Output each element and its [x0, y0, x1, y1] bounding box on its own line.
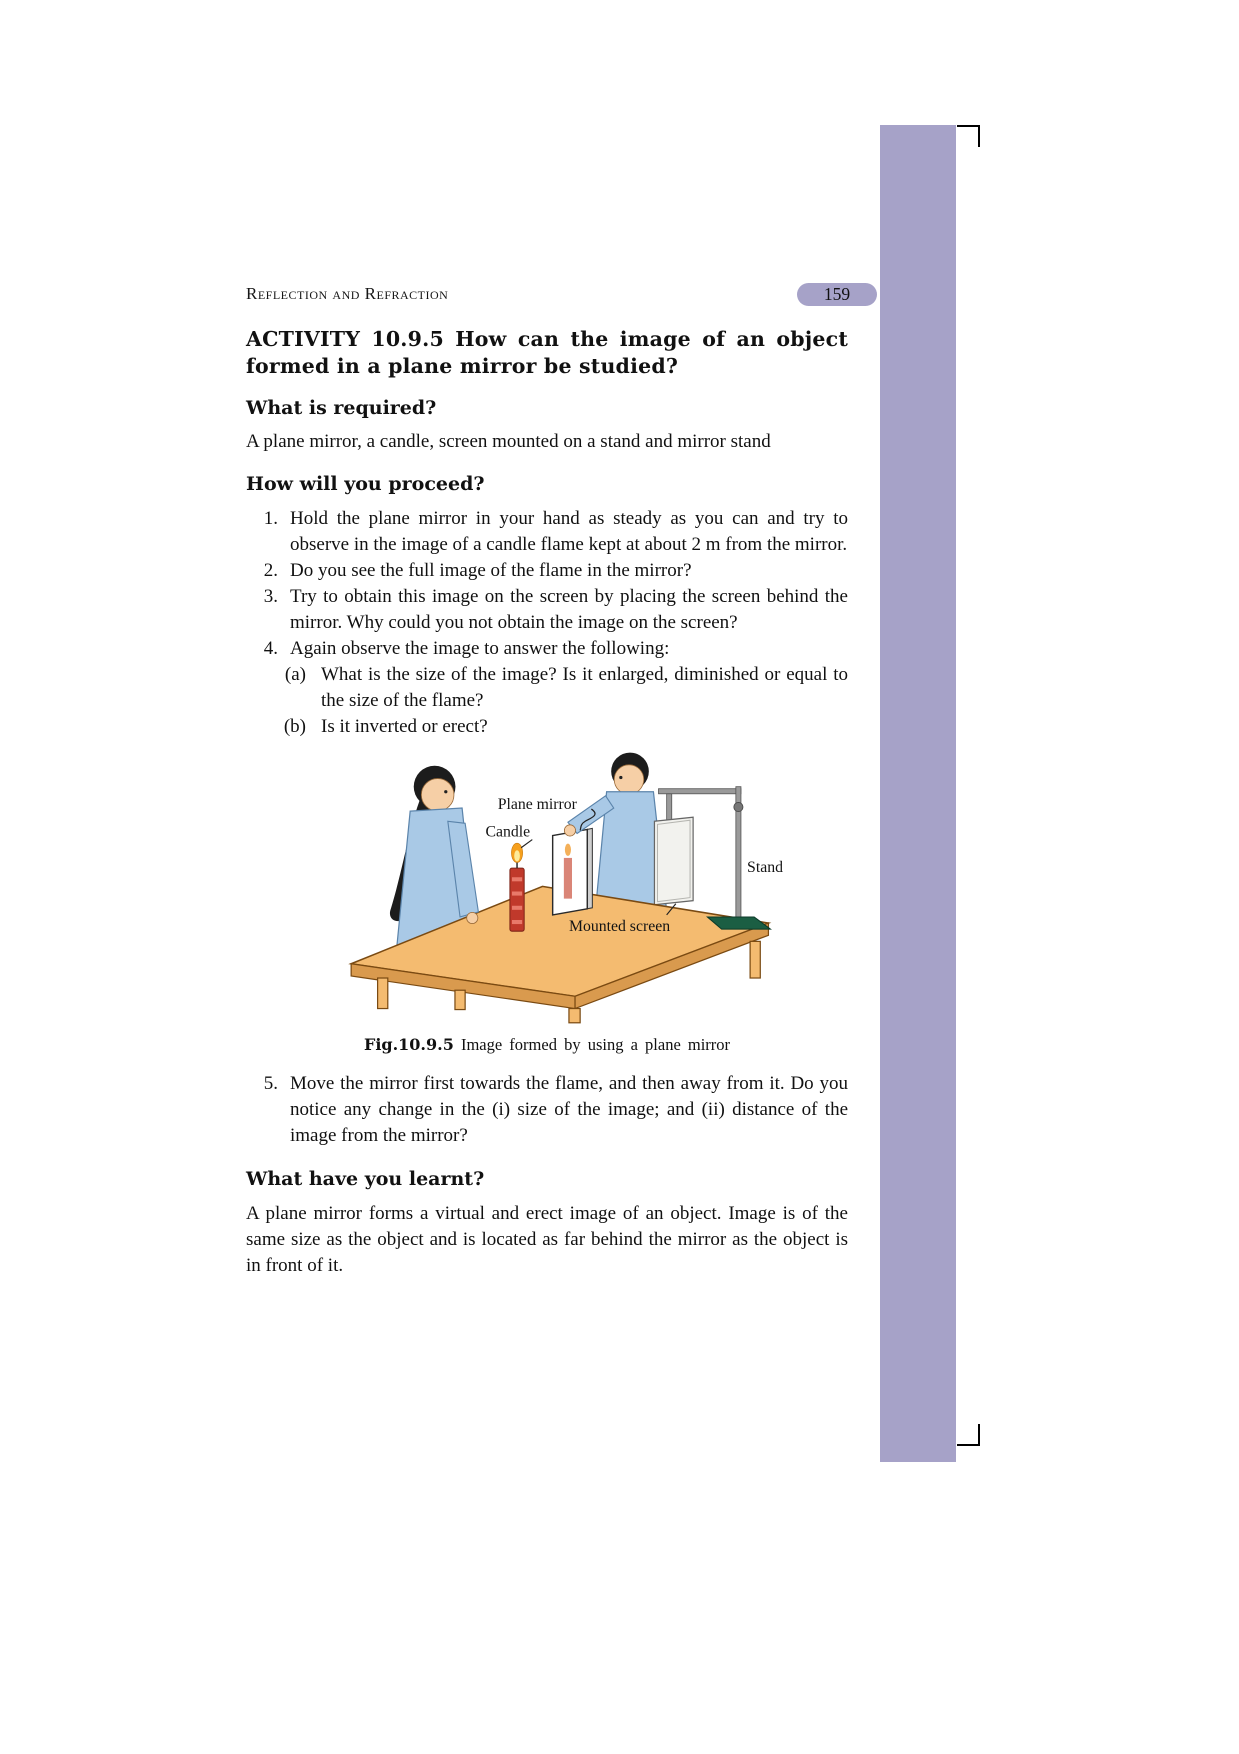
learnt-text: A plane mirror forms a virtual and erect image of an object. Image is of the same size as the object and is located as far behind the mirror as the object is in front of it.	[246, 1202, 848, 1276]
heading-what-have-you-learnt: What have you learnt?	[246, 1167, 485, 1190]
list-item-3	[246, 584, 848, 636]
label-plane-mirror: Plane mirror	[497, 796, 577, 814]
table-leg-right	[750, 941, 760, 978]
candle-stripe	[512, 920, 522, 924]
page-number-badge	[797, 283, 877, 306]
mounted-screen-illustration	[654, 817, 693, 905]
list-item-1	[246, 506, 848, 558]
plane-mirror-illustration	[553, 828, 593, 915]
figure-caption	[246, 1035, 848, 1055]
heading-what-is-required: What is required?	[246, 397, 437, 419]
screen-panel	[654, 817, 693, 905]
stand-hanger	[667, 794, 672, 821]
list-subitem-b	[246, 714, 848, 740]
candle-pointer	[521, 840, 532, 848]
page-edge-band	[880, 125, 956, 1462]
girl-eye	[444, 790, 447, 793]
boy-hand	[564, 825, 575, 836]
candle-stripe	[512, 906, 522, 910]
list-number: (a)	[284, 664, 306, 685]
list-item-2	[246, 558, 848, 584]
stand-knob	[734, 802, 743, 811]
girl-hand	[467, 912, 478, 923]
list-text: Hold the plane mirror in your hand as steady as you can and try to observe in the image of a candle flame kept at about 2 m from the mirror.	[290, 508, 848, 555]
list-number: 1.	[263, 508, 278, 529]
list-text: What is the size of the image? Is it enlarged, diminished or equal to the size of the flame?	[321, 664, 848, 711]
figure-caption-text: Image formed by using a plane mirror	[460, 1034, 731, 1054]
candle-flame-inner	[514, 850, 520, 861]
list-number: 4.	[263, 638, 278, 659]
mirror-side	[587, 828, 592, 908]
mirror-reflected-flame	[565, 844, 571, 856]
boy-face	[614, 765, 644, 795]
list-text: Do you see the full image of the flame in the mirror?	[290, 560, 692, 581]
running-title: Reflection and Refraction	[246, 284, 449, 303]
label-stand: Stand	[747, 859, 783, 877]
label-mounted-screen: Mounted screen	[568, 918, 671, 936]
crop-mark-top-right	[957, 125, 980, 147]
page-number: 159	[823, 284, 851, 304]
list-subitem-a	[246, 662, 848, 714]
table-leg-left	[378, 978, 388, 1009]
candle-stripe	[512, 892, 522, 896]
figure-caption-number: Fig.10.9.5	[363, 1034, 454, 1054]
activity-title: ACTIVITY 10.9.5 How can the image of an object formed in a plane mirror be studied?	[246, 327, 848, 378]
list-item-4	[246, 636, 848, 662]
list-text: Is it inverted or erect?	[321, 716, 488, 737]
candle-illustration	[510, 843, 524, 931]
list-number: 3.	[263, 586, 278, 607]
page-header	[246, 281, 877, 307]
required-text: A plane mirror, a candle, screen mounted on a stand and mirror stand	[246, 431, 771, 452]
table-leg-middle	[455, 990, 465, 1009]
mirror-reflected-candle	[564, 858, 572, 899]
list-text: Move the mirror first towards the flame, and then away from it. Do you notice any change in the (i) size of the image; and (ii) distance of the image from the mirror?	[290, 1072, 848, 1146]
list-text: Again observe the image to answer the following:	[290, 638, 670, 659]
stand-arm	[659, 789, 741, 794]
crop-mark-bottom-right	[957, 1424, 980, 1446]
figure-10-9-5	[343, 748, 801, 1025]
list-number: 5.	[263, 1072, 278, 1094]
label-candle: Candle	[485, 823, 531, 841]
figure-illustration	[343, 748, 801, 1025]
boy-eye	[619, 776, 622, 779]
table-leg-front	[569, 1009, 580, 1023]
candle-stripe	[512, 877, 522, 881]
heading-how-will-you-proceed: How will you proceed?	[246, 473, 485, 495]
list-number: (b)	[283, 716, 306, 737]
list-item-5	[246, 1071, 848, 1149]
girl-face	[421, 779, 454, 812]
list-text: Try to obtain this image on the screen by placing the screen behind the mirror. Why could you not obtain the image on the screen?	[290, 586, 848, 633]
page-content	[246, 326, 848, 1279]
list-number: 2.	[263, 560, 278, 581]
